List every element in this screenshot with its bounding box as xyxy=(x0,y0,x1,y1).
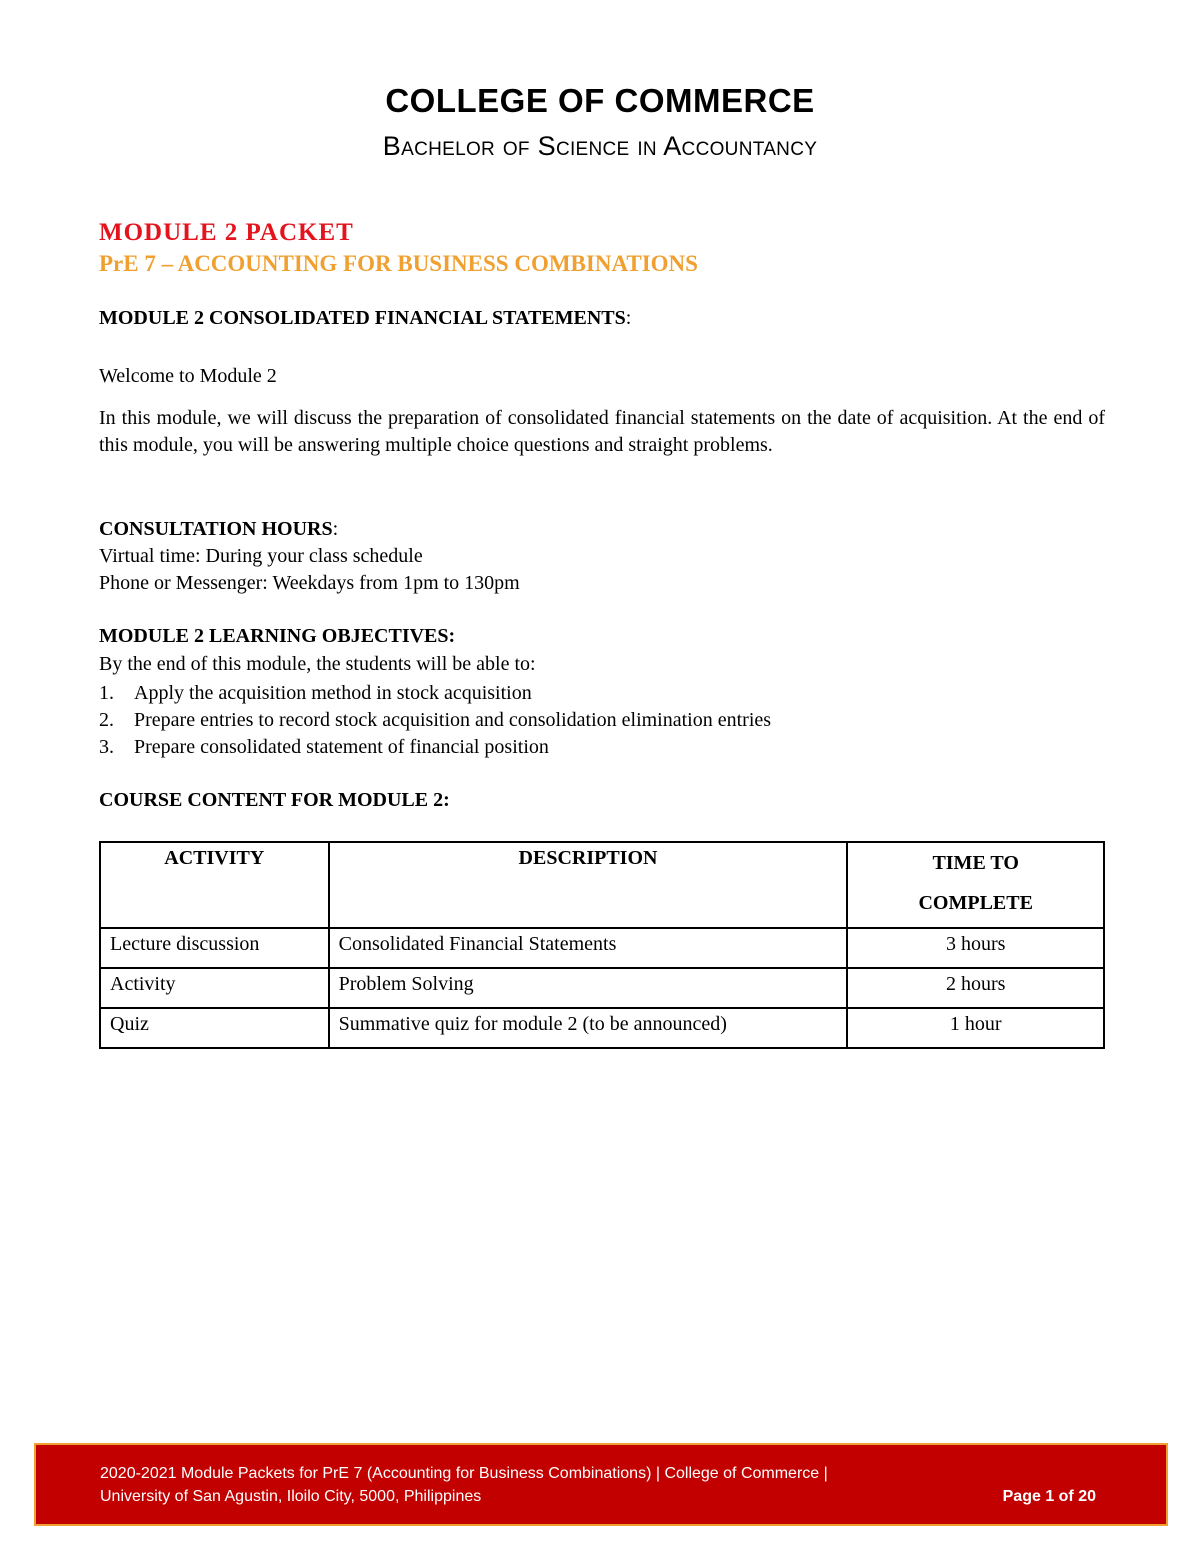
consultation-heading-colon: : xyxy=(332,518,339,540)
column-header-time-line2: COMPLETE xyxy=(918,892,1033,914)
consultation-phone: Phone or Messenger: Weekdays from 1pm to 130pm xyxy=(99,572,520,594)
module-packet-label: MODULE 2 PACKET xyxy=(99,219,354,246)
objective-text: Prepare consolidated statement of financial position xyxy=(134,736,549,758)
intro-paragraph: In this module, we will discuss the preparation of consolidated financial statements on the date of acquisition. At the end of this module, you will be answering multiple choice questions and straight problems. xyxy=(99,407,1105,456)
cell-description: Problem Solving xyxy=(329,968,848,1008)
welcome-text: Welcome to Module 2 xyxy=(99,365,277,387)
module-heading xyxy=(99,307,1105,330)
objective-item xyxy=(99,680,1105,707)
module-heading-text: MODULE 2 CONSOLIDATED FINANCIAL STATEMENTS xyxy=(99,307,626,329)
column-header-time xyxy=(847,842,1104,928)
column-header-description: DESCRIPTION xyxy=(329,842,848,928)
objective-text: Prepare entries to record stock acquisition and consolidation elimination entries xyxy=(134,709,772,731)
cell-activity: Lecture discussion xyxy=(100,928,329,968)
page-footer xyxy=(34,1443,1168,1526)
module-heading-colon: : xyxy=(625,307,632,329)
objective-item xyxy=(99,707,1105,734)
table-row xyxy=(100,928,1104,968)
objectives-list xyxy=(99,680,1105,761)
consultation-heading xyxy=(99,518,1105,541)
cell-time: 1 hour xyxy=(847,1008,1104,1048)
column-header-time-line1: TIME TO xyxy=(932,852,1019,874)
cell-activity: Quiz xyxy=(100,1008,329,1048)
objective-number: 3. xyxy=(99,736,114,758)
objective-item xyxy=(99,734,1105,761)
objective-number: 2. xyxy=(99,709,114,731)
cell-activity: Activity xyxy=(100,968,329,1008)
footer-line-1: 2020-2021 Module Packets for PrE 7 (Accounting for Business Combinations) | College of Commerce | xyxy=(100,1465,828,1482)
college-title: COLLEGE OF COMMERCE xyxy=(385,82,815,119)
objective-number: 1. xyxy=(99,682,114,704)
cell-description: Consolidated Financial Statements xyxy=(329,928,848,968)
objectives-intro: By the end of this module, the students will be able to: xyxy=(99,653,536,675)
course-content-table xyxy=(99,841,1105,1049)
cell-description: Summative quiz for module 2 (to be announced) xyxy=(329,1008,848,1048)
table-row xyxy=(100,1008,1104,1048)
course-content-heading: COURSE CONTENT FOR MODULE 2: xyxy=(99,789,450,811)
degree-title: Bachelor of Science in Accountancy xyxy=(382,131,818,161)
table-header-row xyxy=(100,842,1104,928)
consultation-heading-text: CONSULTATION HOURS xyxy=(99,518,333,540)
objective-text: Apply the acquisition method in stock acquisition xyxy=(134,682,532,704)
table-row xyxy=(100,968,1104,1008)
objectives-heading: MODULE 2 LEARNING OBJECTIVES: xyxy=(99,625,456,647)
consultation-virtual-time: Virtual time: During your class schedule xyxy=(99,545,423,567)
cell-time: 3 hours xyxy=(847,928,1104,968)
column-header-activity: ACTIVITY xyxy=(100,842,329,928)
page-number: Page 1 of 20 xyxy=(1002,1488,1096,1505)
course-title: PrE 7 – ACCOUNTING FOR BUSINESS COMBINATIONS xyxy=(99,251,698,276)
footer-line-2: University of San Agustin, Iloilo City, 5000, Philippines xyxy=(100,1488,482,1505)
cell-time: 2 hours xyxy=(847,968,1104,1008)
